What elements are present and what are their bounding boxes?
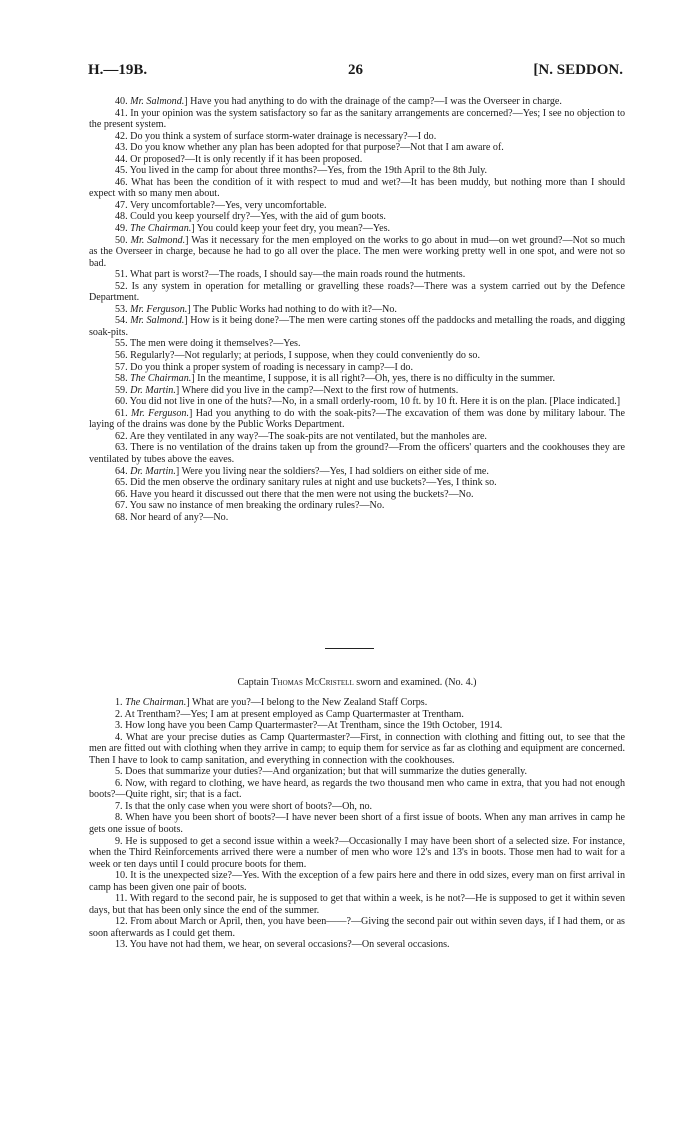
question-paragraph xyxy=(89,362,625,374)
question-number: 48. xyxy=(115,211,128,223)
question-paragraph xyxy=(89,778,625,801)
question-paragraph xyxy=(89,269,625,281)
speaker-name: Mr. Ferguson. xyxy=(131,407,189,419)
question-number: 10. xyxy=(115,870,128,882)
caption-rest: sworn and examined. (No. 4.) xyxy=(356,677,477,688)
question-number: 1. xyxy=(115,697,123,708)
question-number: 50. xyxy=(115,234,128,246)
question-text: Have you heard it discussed out there that the men were not using the buckets?—No. xyxy=(130,488,474,500)
question-paragraph xyxy=(89,442,625,465)
page-header xyxy=(88,62,623,84)
speaker-name: Dr. Martin. xyxy=(130,384,176,396)
question-number: 60. xyxy=(115,396,128,408)
question-paragraph xyxy=(89,235,625,270)
question-paragraph xyxy=(89,142,625,154)
question-number: 67. xyxy=(115,500,128,512)
question-paragraph xyxy=(89,916,625,939)
question-number: 57. xyxy=(115,361,128,373)
speaker-name: Mr. Salmond. xyxy=(130,234,186,246)
question-paragraph xyxy=(89,939,625,951)
question-number: 8. xyxy=(115,812,123,824)
question-paragraph xyxy=(89,836,625,871)
question-paragraph xyxy=(89,431,625,443)
question-number: 5. xyxy=(115,766,123,778)
question-number: 4. xyxy=(115,731,123,743)
question-text: What part is worst?—The roads, I should say—the main roads round the hutments. xyxy=(129,269,466,281)
section-divider xyxy=(325,648,374,649)
question-number: 6. xyxy=(115,777,123,789)
question-text: In your opinion was the system satisfactory so far as the sanitary arrangements are concerned?—Yes; I see no objection to the present system. xyxy=(89,107,625,131)
question-text: Could you keep yourself dry?—Yes, with the aid of gum boots. xyxy=(130,211,386,223)
question-number: 2. xyxy=(115,708,123,720)
question-paragraph xyxy=(89,732,625,767)
answer-text: ] You could keep your feet dry, you mean?—Yes. xyxy=(191,223,391,235)
question-paragraph xyxy=(89,350,625,362)
question-paragraph xyxy=(89,893,625,916)
question-text: Or proposed?—It is only recently if it has been proposed. xyxy=(130,153,363,165)
question-number: 62. xyxy=(115,430,128,442)
answer-text: ] The Public Works had nothing to do with it?—No. xyxy=(187,303,397,315)
question-text: Is any system in operation for metalling or gravelling these roads?—There was a system carried out by the Defence Department. xyxy=(89,280,625,304)
question-text: Very uncomfortable?—Yes, very uncomfortable. xyxy=(129,199,327,211)
answer-text: ] Were you living near the soldiers?—Yes, I had soldiers on either side of me. xyxy=(175,465,489,477)
answer-text: ] Was it necessary for the men employed on the works to go about in mud—on wet ground?—Not so much as the Overseer in charge, because he had to go all over the place. The men were working pretty well in one spot, and were not so bad. xyxy=(89,234,625,269)
question-number: 46. xyxy=(115,176,128,188)
question-number: 47. xyxy=(115,199,128,211)
answer-text: ] How is it being done?—The men were carting stones off the paddocks and metalling the roads, and digging soak-pits. xyxy=(89,315,626,338)
question-number: 11. xyxy=(115,893,128,905)
speaker-name: The Chairman. xyxy=(130,373,192,385)
document-reference: H.—19B. xyxy=(88,62,148,78)
question-paragraph xyxy=(89,500,625,512)
question-number: 56. xyxy=(115,350,128,362)
question-number: 45. xyxy=(115,165,128,177)
question-text: He is supposed to get a second issue within a week?—Occasionally I may have been short of a selected size. For instance, when the Third Reinforcements arrived there were a number of men who wore 12's and 13's in boots. Those men had to wait for a week or ten days until I could procure boots for them. xyxy=(89,835,625,870)
speaker-name: Mr. Salmond. xyxy=(130,96,185,107)
question-text: Are they ventilated in any way?—The soak-pits are not ventilated, but the manholes are. xyxy=(129,430,487,442)
question-paragraph xyxy=(89,408,625,431)
speaker-name: Mr. Salmond. xyxy=(130,315,185,327)
question-paragraph xyxy=(89,801,625,813)
question-text: The men were doing it themselves?—Yes. xyxy=(129,338,301,350)
speaker-name: Dr. Martin. xyxy=(130,465,176,477)
question-number: 55. xyxy=(115,338,128,350)
caption-lead: Captain xyxy=(237,677,269,688)
witness-name: [N. SEDDON. xyxy=(533,62,623,78)
question-paragraph xyxy=(89,223,625,235)
question-text: Do you know whether any plan has been adopted for that purpose?—Not that I am aware of. xyxy=(130,142,504,154)
question-number: 13. xyxy=(115,939,128,951)
question-text: From about March or April, then, you have been——?—Giving the second pair out within seven days, if I had them, or as soon afterwards as I could get them. xyxy=(89,916,625,939)
question-paragraph xyxy=(89,200,625,212)
question-paragraph xyxy=(89,697,625,709)
question-paragraph xyxy=(89,96,625,108)
testimony-section-2 xyxy=(89,697,625,951)
question-paragraph xyxy=(89,108,625,131)
question-paragraph xyxy=(89,812,625,835)
question-paragraph xyxy=(89,177,625,200)
question-paragraph xyxy=(89,131,625,143)
answer-text: ] In the meantime, I suppose, it is all right?—Oh, yes, there is no difficulty in the summer. xyxy=(191,373,555,385)
speaker-name: Mr. Ferguson. xyxy=(130,303,188,315)
question-number: 41. xyxy=(115,107,128,119)
question-number: 52. xyxy=(115,280,128,292)
question-paragraph xyxy=(89,385,625,397)
question-paragraph xyxy=(89,281,625,304)
question-text: When have you been short of boots?—I have never been short of a first issue of boots. When any man arrives in camp he gets one issue of boots. xyxy=(89,812,625,836)
question-text: You did not live in one of the huts?—No, in a small orderly-room, 10 ft. by 10 ft. Here it is on the plan. [Place indicated.] xyxy=(129,396,621,408)
question-text: You saw no instance of men breaking the ordinary rules?—No. xyxy=(129,500,385,512)
question-number: 42. xyxy=(115,130,128,142)
speaker-name: The Chairman. xyxy=(125,697,187,708)
question-text: Is that the only case when you were short of boots?—Oh, no. xyxy=(125,800,373,812)
question-text: What has been the condition of it with respect to mud and wet?—It has been muddy, but nothing more than I should expect with so many men about. xyxy=(89,176,625,200)
question-text: How long have you been Camp Quartermaster?—At Trentham, since the 19th October, 1914. xyxy=(125,720,503,732)
question-text: Nor heard of any?—No. xyxy=(130,511,229,523)
question-number: 61. xyxy=(115,407,128,419)
question-paragraph xyxy=(89,211,625,223)
question-paragraph xyxy=(89,709,625,721)
answer-text: ] Had you anything to do with the soak-pits?—The excavation of them was done by military labour. The laying of the drains was done by the Public Works Department. xyxy=(89,407,625,431)
question-text: What are your precise duties as Camp Quartermaster?—First, in connection with clothing and fitting out, to see that the men are fitted out with clothing when they arrive in camp; to equip them for service as far as clothing and equipment are concerned. Then I have to look to camp sanitation, and everything in connection with the cookhouses. xyxy=(89,731,626,766)
question-paragraph xyxy=(89,165,625,177)
question-text: You lived in the camp for about three months?—Yes, from the 19th April to the 8th July. xyxy=(129,165,488,177)
question-paragraph xyxy=(89,766,625,778)
question-number: 51. xyxy=(115,269,128,281)
question-paragraph xyxy=(89,338,625,350)
question-paragraph xyxy=(89,396,625,408)
question-text: Do you think a system of surface storm-water drainage is necessary?—I do. xyxy=(130,130,437,142)
question-number: 12. xyxy=(115,916,128,928)
question-paragraph xyxy=(89,870,625,893)
question-paragraph xyxy=(89,466,625,478)
testimony-section-1 xyxy=(89,96,625,523)
question-text: Does that summarize your duties?—And organization; but that will summarize the duties generally. xyxy=(125,766,528,778)
question-text: Do you think a proper system of roading is necessary in camp?—I do. xyxy=(130,361,413,373)
answer-text: ] Have you had anything to do with the drainage of the camp?—I was the Overseer in charge. xyxy=(184,96,562,107)
question-number: 68. xyxy=(115,511,128,523)
caption-witness-name: Thomas McCristell xyxy=(271,677,354,688)
question-paragraph xyxy=(89,315,625,338)
question-number: 43. xyxy=(115,142,128,154)
question-number: 59. xyxy=(115,384,128,396)
question-text: With regard to the second pair, he is supposed to get that within a week, is he not?—He is supposed to get it within seven days, but that has been only since the end of the summer. xyxy=(89,893,626,916)
question-paragraph xyxy=(89,304,625,316)
question-number: 53. xyxy=(115,303,128,315)
question-number: 66. xyxy=(115,488,128,500)
question-paragraph xyxy=(89,154,625,166)
question-paragraph xyxy=(89,489,625,501)
question-text: It is the unexpected size?—Yes. With the exception of a few pairs here and there in odd sizes, every man on first arrival in camp has been given one pair of boots. xyxy=(89,870,625,893)
question-text: You have not had them, we hear, on several occasions?—On several occasions. xyxy=(129,939,450,951)
question-text: Regularly?—Not regularly; at periods, I suppose, when they could conveniently do so. xyxy=(130,350,480,362)
question-number: 65. xyxy=(115,477,128,489)
question-text: At Trentham?—Yes; I am at present employed as Camp Quartermaster at Trentham. xyxy=(124,708,464,720)
question-paragraph xyxy=(89,720,625,732)
question-text: Did the men observe the ordinary sanitary rules at night and use buckets?—Yes, I think so. xyxy=(130,477,497,489)
question-number: 49. xyxy=(115,223,128,235)
question-number: 40. xyxy=(115,96,128,107)
question-paragraph xyxy=(89,477,625,489)
question-text: Now, with regard to clothing, we have heard, as regards the two thousand men who came in extra, that you had not enough boots?—Quite right, sir; that is a fact. xyxy=(89,777,626,801)
answer-text: ] Where did you live in the camp?—Next to the first row of hutments. xyxy=(175,384,459,396)
question-number: 3. xyxy=(115,720,123,732)
speaker-name: The Chairman. xyxy=(130,223,192,235)
question-number: 9. xyxy=(115,835,123,847)
question-paragraph xyxy=(89,373,625,385)
answer-text: ] What are you?—I belong to the New Zealand Staff Corps. xyxy=(186,697,428,708)
question-number: 44. xyxy=(115,153,128,165)
question-number: 7. xyxy=(115,800,123,812)
page-number: 26 xyxy=(348,62,363,78)
question-number: 63. xyxy=(115,442,128,454)
question-text: There is no ventilation of the drains taken up from the ground?—From the officers' quarters and the cookhouses they are ventilated by tubes above the eaves. xyxy=(89,442,625,465)
question-number: 58. xyxy=(115,373,128,385)
witness-caption xyxy=(89,677,625,689)
question-number: 64. xyxy=(115,465,128,477)
question-paragraph xyxy=(89,512,625,524)
question-number: 54. xyxy=(115,315,128,327)
